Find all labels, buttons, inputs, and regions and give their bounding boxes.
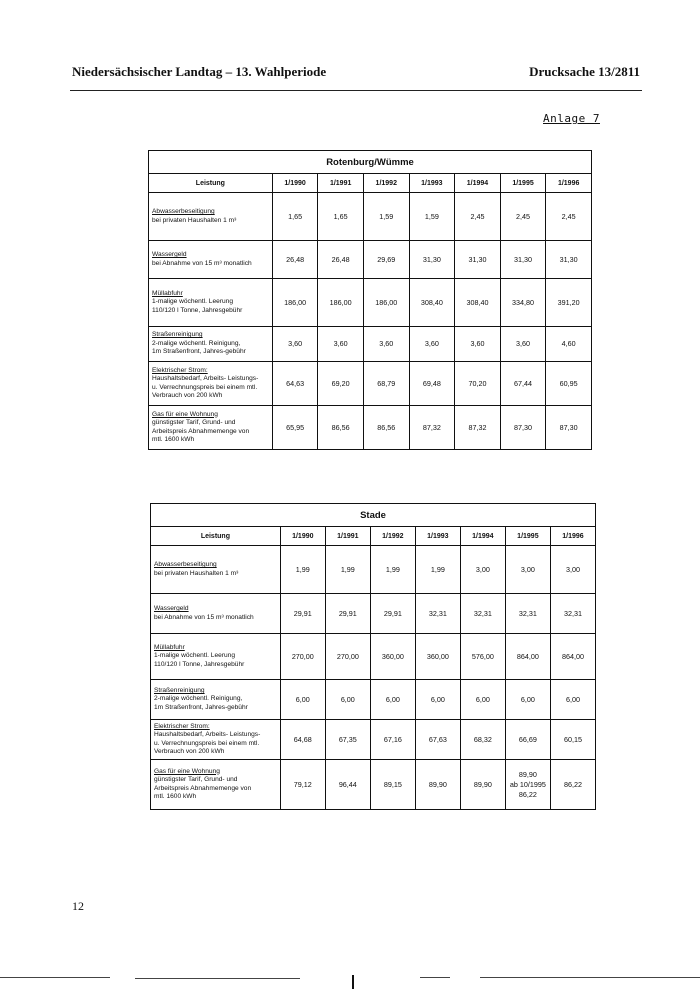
value-cell bbox=[363, 279, 409, 327]
row-label bbox=[149, 362, 273, 406]
value-cell bbox=[415, 760, 460, 810]
row-label-name: Wassergeld bbox=[152, 251, 187, 259]
value-text: 2,45 bbox=[470, 211, 485, 221]
row-label bbox=[151, 546, 281, 594]
value-text: 67,44 bbox=[514, 378, 533, 388]
column-header-year: 1/1991 bbox=[318, 174, 364, 193]
row-label-name: Abwasserbeseitigung bbox=[154, 561, 217, 569]
value-cell bbox=[460, 680, 505, 720]
value-text: 3,60 bbox=[379, 339, 394, 348]
value-cell bbox=[455, 279, 501, 327]
table-row bbox=[149, 406, 592, 450]
row-label-description: 1-malige wöchentl. Leerung 110/120 l Tonne, Jahresgebühr bbox=[154, 652, 245, 668]
table-row bbox=[151, 680, 596, 720]
value-cell bbox=[460, 720, 505, 760]
value-text: 26,48 bbox=[286, 254, 305, 264]
page-number: 12 bbox=[72, 899, 84, 913]
value-text: 70,20 bbox=[468, 378, 487, 388]
value-cell bbox=[272, 327, 318, 362]
value-text: 87,30 bbox=[514, 422, 533, 432]
column-header-leistung: Leistung bbox=[151, 527, 281, 546]
column-header-year: 1/1991 bbox=[325, 527, 370, 546]
value-cell bbox=[409, 279, 455, 327]
value-cell bbox=[455, 406, 501, 450]
value-text: 6,00 bbox=[430, 694, 445, 704]
value-text: 186,00 bbox=[329, 297, 352, 307]
row-label bbox=[151, 634, 281, 680]
column-header-year: 1/1996 bbox=[546, 174, 592, 193]
value-cell bbox=[409, 327, 455, 362]
value-text: 2,45 bbox=[516, 211, 531, 221]
value-text: 3,60 bbox=[516, 339, 531, 348]
value-cell bbox=[460, 594, 505, 634]
value-text: 1,59 bbox=[424, 211, 439, 221]
value-text: 29,69 bbox=[377, 254, 396, 264]
row-label-description: Haushaltsbedarf, Arbeits- Leistungs- u. Verrechnungspreis bei einem mtl. Verbrauch von 200 kWh bbox=[154, 731, 261, 755]
value-cell bbox=[370, 634, 415, 680]
row-label-description: günstigster Tarif, Grund- und Arbeitspreis Abnahmemenge von mtl. 1600 kWh bbox=[152, 419, 250, 443]
value-cell bbox=[318, 406, 364, 450]
table-title: Rotenburg/Wümme bbox=[149, 151, 592, 174]
value-text: 1,99 bbox=[340, 564, 355, 574]
value-text: 87,32 bbox=[468, 422, 487, 432]
value-cell bbox=[460, 546, 505, 594]
row-label-description: 2-malige wöchentl. Reinigung, 1m Straßenfront, Jahres-gebühr bbox=[154, 695, 248, 711]
value-cell bbox=[409, 406, 455, 450]
value-text: 2,45 bbox=[561, 211, 576, 221]
value-cell bbox=[455, 327, 501, 362]
value-text: 4,60 bbox=[561, 339, 576, 348]
column-header-year: 1/1993 bbox=[409, 174, 455, 193]
value-text: 89,90 bbox=[518, 769, 537, 779]
value-cell bbox=[325, 680, 370, 720]
row-label-description: bei Abnahme von 15 m³ monatlich bbox=[152, 259, 252, 267]
value-cell bbox=[325, 546, 370, 594]
table-stade bbox=[150, 503, 596, 810]
table-header-row bbox=[149, 174, 592, 193]
value-text: 360,00 bbox=[381, 651, 404, 661]
value-cell bbox=[325, 760, 370, 810]
value-cell bbox=[325, 634, 370, 680]
row-label-name: Straßenreinigung bbox=[152, 331, 203, 339]
value-cell bbox=[370, 594, 415, 634]
document-number: Drucksache 13/2811 bbox=[529, 64, 640, 79]
value-text: 3,00 bbox=[565, 564, 580, 574]
row-label-name: Wassergeld bbox=[154, 605, 189, 613]
row-label-description: bei Abnahme von 15 m³ monatlich bbox=[154, 613, 254, 621]
value-cell bbox=[500, 327, 546, 362]
value-cell bbox=[280, 720, 325, 760]
value-cell bbox=[280, 546, 325, 594]
value-cell bbox=[500, 193, 546, 241]
value-text: 69,20 bbox=[331, 378, 350, 388]
value-cell bbox=[550, 720, 595, 760]
value-text: 6,00 bbox=[385, 694, 400, 704]
table-row bbox=[149, 193, 592, 241]
value-cell bbox=[318, 362, 364, 406]
value-text: 31,30 bbox=[559, 254, 578, 264]
value-cell bbox=[370, 760, 415, 810]
scan-edge-line bbox=[480, 977, 700, 978]
row-label bbox=[151, 760, 281, 810]
value-text: 31,30 bbox=[468, 254, 487, 264]
value-cell bbox=[500, 406, 546, 450]
value-cell bbox=[318, 327, 364, 362]
value-text: 1,65 bbox=[288, 211, 303, 221]
value-text: 89,90 bbox=[428, 779, 447, 789]
value-text: 32,31 bbox=[518, 608, 537, 618]
row-label-description: Haushaltsbedarf, Arbeits- Leistungs- u. Verrechnungspreis bei einem mtl. Verbrauch von 200 kWh bbox=[152, 375, 259, 399]
value-text: 3,60 bbox=[333, 339, 348, 348]
value-cell bbox=[280, 760, 325, 810]
table-title: Stade bbox=[151, 504, 596, 527]
scan-mark bbox=[352, 975, 354, 989]
value-cell bbox=[363, 193, 409, 241]
column-header-year: 1/1992 bbox=[363, 174, 409, 193]
value-text: 68,79 bbox=[377, 378, 396, 388]
row-label bbox=[149, 279, 273, 327]
column-header-year: 1/1990 bbox=[280, 527, 325, 546]
value-cell bbox=[546, 279, 592, 327]
table-row bbox=[149, 327, 592, 362]
value-text: 6,00 bbox=[520, 694, 535, 704]
value-cell bbox=[415, 594, 460, 634]
value-text: 391,20 bbox=[557, 297, 580, 307]
value-cell bbox=[409, 362, 455, 406]
value-cell bbox=[505, 594, 550, 634]
value-cell bbox=[409, 241, 455, 279]
value-text: 26,48 bbox=[331, 254, 350, 264]
value-cell bbox=[318, 279, 364, 327]
value-cell bbox=[550, 594, 595, 634]
value-cell bbox=[455, 193, 501, 241]
value-text: 29,91 bbox=[338, 608, 357, 618]
value-text: 3,00 bbox=[475, 564, 490, 574]
value-text: 1,65 bbox=[333, 211, 348, 221]
table-row bbox=[149, 362, 592, 406]
value-text: 79,12 bbox=[293, 779, 312, 789]
value-cell bbox=[550, 546, 595, 594]
value-text: 3,60 bbox=[288, 339, 303, 348]
row-label-name: Elektrischer Strom: bbox=[154, 722, 210, 730]
value-text: 6,00 bbox=[340, 694, 355, 704]
row-label-name: Elektrischer Strom: bbox=[152, 366, 208, 374]
value-text: 186,00 bbox=[284, 297, 307, 307]
value-text: 67,16 bbox=[383, 734, 402, 744]
value-cell bbox=[505, 546, 550, 594]
value-cell bbox=[415, 720, 460, 760]
row-label bbox=[149, 193, 273, 241]
annex-label: Anlage 7 bbox=[543, 112, 600, 125]
table-title-row bbox=[149, 151, 592, 174]
value-cell bbox=[455, 241, 501, 279]
value-cell bbox=[500, 362, 546, 406]
table-header-row bbox=[151, 527, 596, 546]
value-text: 29,91 bbox=[383, 608, 402, 618]
value-cell bbox=[460, 760, 505, 810]
scan-edge-line bbox=[0, 977, 110, 978]
value-cell bbox=[318, 241, 364, 279]
value-text: 87,32 bbox=[422, 422, 441, 432]
value-text: 86,22 bbox=[563, 779, 582, 789]
value-text: 96,44 bbox=[338, 779, 357, 789]
table-row bbox=[151, 720, 596, 760]
value-cell bbox=[370, 720, 415, 760]
row-label-name: Müllabfuhr bbox=[154, 643, 185, 651]
value-text: 32,31 bbox=[473, 608, 492, 618]
value-text: 864,00 bbox=[516, 651, 539, 661]
value-text: 334,80 bbox=[512, 297, 535, 307]
value-cell bbox=[546, 327, 592, 362]
value-text: 3,60 bbox=[424, 339, 439, 348]
value-cell bbox=[363, 241, 409, 279]
header-title: Niedersächsischer Landtag – 13. Wahlperiode bbox=[72, 64, 327, 79]
value-cell bbox=[505, 634, 550, 680]
row-label bbox=[149, 406, 273, 450]
value-cell bbox=[370, 546, 415, 594]
value-text: 1,59 bbox=[379, 211, 394, 221]
value-cell bbox=[550, 634, 595, 680]
value-cell bbox=[325, 720, 370, 760]
value-text: 6,00 bbox=[295, 694, 310, 704]
column-header-year: 1/1992 bbox=[370, 527, 415, 546]
table-row bbox=[149, 279, 592, 327]
value-cell bbox=[455, 362, 501, 406]
header-rule bbox=[70, 90, 642, 91]
value-cell bbox=[272, 193, 318, 241]
value-text: 60,95 bbox=[559, 378, 578, 388]
value-text: 86,56 bbox=[331, 422, 350, 432]
row-label-description: günstigster Tarif, Grund- und Arbeitspreis Abnahmemenge von mtl. 1600 kWh bbox=[154, 776, 252, 800]
value-text: 270,00 bbox=[336, 651, 359, 661]
value-cell bbox=[363, 362, 409, 406]
value-text: 89,90 bbox=[473, 779, 492, 789]
value-text: 89,15 bbox=[383, 779, 402, 789]
column-header-year: 1/1994 bbox=[460, 527, 505, 546]
column-header-leistung: Leistung bbox=[149, 174, 273, 193]
value-cell bbox=[550, 680, 595, 720]
value-text: 864,00 bbox=[561, 651, 584, 661]
value-cell bbox=[272, 279, 318, 327]
value-text: 186,00 bbox=[375, 297, 398, 307]
value-cell bbox=[363, 406, 409, 450]
value-text: ab 10/1995 bbox=[509, 779, 546, 789]
table-title-row bbox=[151, 504, 596, 527]
value-cell bbox=[415, 680, 460, 720]
scan-edge-line bbox=[135, 978, 300, 979]
value-cell bbox=[500, 241, 546, 279]
value-cell bbox=[546, 406, 592, 450]
value-text: 32,31 bbox=[428, 608, 447, 618]
column-header-year: 1/1995 bbox=[505, 527, 550, 546]
column-header-year: 1/1996 bbox=[550, 527, 595, 546]
value-text: 308,40 bbox=[420, 297, 443, 307]
row-label-description: bei privaten Haushalten 1 m³ bbox=[154, 569, 239, 577]
value-text: 6,00 bbox=[475, 694, 490, 704]
value-text: 86,56 bbox=[377, 422, 396, 432]
value-text: 308,40 bbox=[466, 297, 489, 307]
value-cell bbox=[272, 241, 318, 279]
row-label bbox=[149, 241, 273, 279]
value-text: 31,30 bbox=[514, 254, 533, 264]
value-text: 32,31 bbox=[563, 608, 582, 618]
row-label bbox=[151, 720, 281, 760]
value-text: 64,68 bbox=[293, 734, 312, 744]
value-cell bbox=[500, 279, 546, 327]
row-label-name: Straßenreinigung bbox=[154, 686, 205, 694]
value-text: 67,63 bbox=[428, 734, 447, 744]
value-text: 3,00 bbox=[520, 564, 535, 574]
value-text: 360,00 bbox=[426, 651, 449, 661]
row-label bbox=[151, 680, 281, 720]
value-cell bbox=[505, 720, 550, 760]
column-header-year: 1/1990 bbox=[272, 174, 318, 193]
value-text: 29,91 bbox=[293, 608, 312, 618]
value-text: 64,63 bbox=[286, 378, 305, 388]
row-label-name: Müllabfuhr bbox=[152, 289, 183, 297]
value-cell bbox=[272, 406, 318, 450]
value-cell bbox=[505, 760, 550, 810]
value-cell bbox=[415, 634, 460, 680]
value-cell bbox=[272, 362, 318, 406]
row-label bbox=[151, 594, 281, 634]
value-cell bbox=[325, 594, 370, 634]
value-text: 6,00 bbox=[565, 694, 580, 704]
value-text: 576,00 bbox=[471, 651, 494, 661]
value-text: 67,35 bbox=[338, 734, 357, 744]
value-cell bbox=[460, 634, 505, 680]
value-cell bbox=[280, 594, 325, 634]
value-cell bbox=[546, 362, 592, 406]
value-text: 1,99 bbox=[430, 564, 445, 574]
column-header-year: 1/1994 bbox=[455, 174, 501, 193]
value-text: 86,22 bbox=[518, 789, 537, 799]
value-cell bbox=[505, 680, 550, 720]
value-text: 3,60 bbox=[470, 339, 485, 348]
value-cell bbox=[550, 760, 595, 810]
row-label-name: Gas für eine Wohnung bbox=[154, 767, 220, 775]
row-label bbox=[149, 327, 273, 362]
row-label-name: Abwasserbeseitigung bbox=[152, 208, 215, 216]
table-rotenburg-wuemme bbox=[148, 150, 592, 450]
value-cell bbox=[280, 680, 325, 720]
value-text: 87,30 bbox=[559, 422, 578, 432]
table-row bbox=[151, 634, 596, 680]
value-cell bbox=[363, 327, 409, 362]
table-row bbox=[151, 760, 596, 810]
row-label-description: 1-malige wöchentl. Leerung 110/120 l Tonne, Jahresgebühr bbox=[152, 298, 243, 314]
value-cell bbox=[370, 680, 415, 720]
value-cell bbox=[318, 193, 364, 241]
table-row bbox=[151, 594, 596, 634]
column-header-year: 1/1995 bbox=[500, 174, 546, 193]
value-text: 1,99 bbox=[385, 564, 400, 574]
row-label-description: 2-malige wöchentl. Reinigung, 1m Straßenfront, Jahres-gebühr bbox=[152, 339, 246, 356]
value-cell bbox=[415, 546, 460, 594]
value-text: 69,48 bbox=[422, 378, 441, 388]
value-cell bbox=[280, 634, 325, 680]
value-text: 31,30 bbox=[422, 254, 441, 264]
row-label-description: bei privaten Haushalten 1 m³ bbox=[152, 216, 237, 224]
value-cell bbox=[546, 193, 592, 241]
value-text: 65,95 bbox=[286, 422, 305, 432]
value-cell bbox=[546, 241, 592, 279]
value-text: 66,69 bbox=[518, 734, 537, 744]
value-text: 68,32 bbox=[473, 734, 492, 744]
value-cell bbox=[409, 193, 455, 241]
table-row bbox=[149, 241, 592, 279]
value-text: 1,99 bbox=[295, 564, 310, 574]
value-text: 270,00 bbox=[291, 651, 314, 661]
scan-edge-line bbox=[420, 977, 450, 978]
value-text: 60,15 bbox=[563, 734, 582, 744]
column-header-year: 1/1993 bbox=[415, 527, 460, 546]
row-label-name: Gas für eine Wohnung bbox=[152, 410, 218, 418]
table-row bbox=[151, 546, 596, 594]
